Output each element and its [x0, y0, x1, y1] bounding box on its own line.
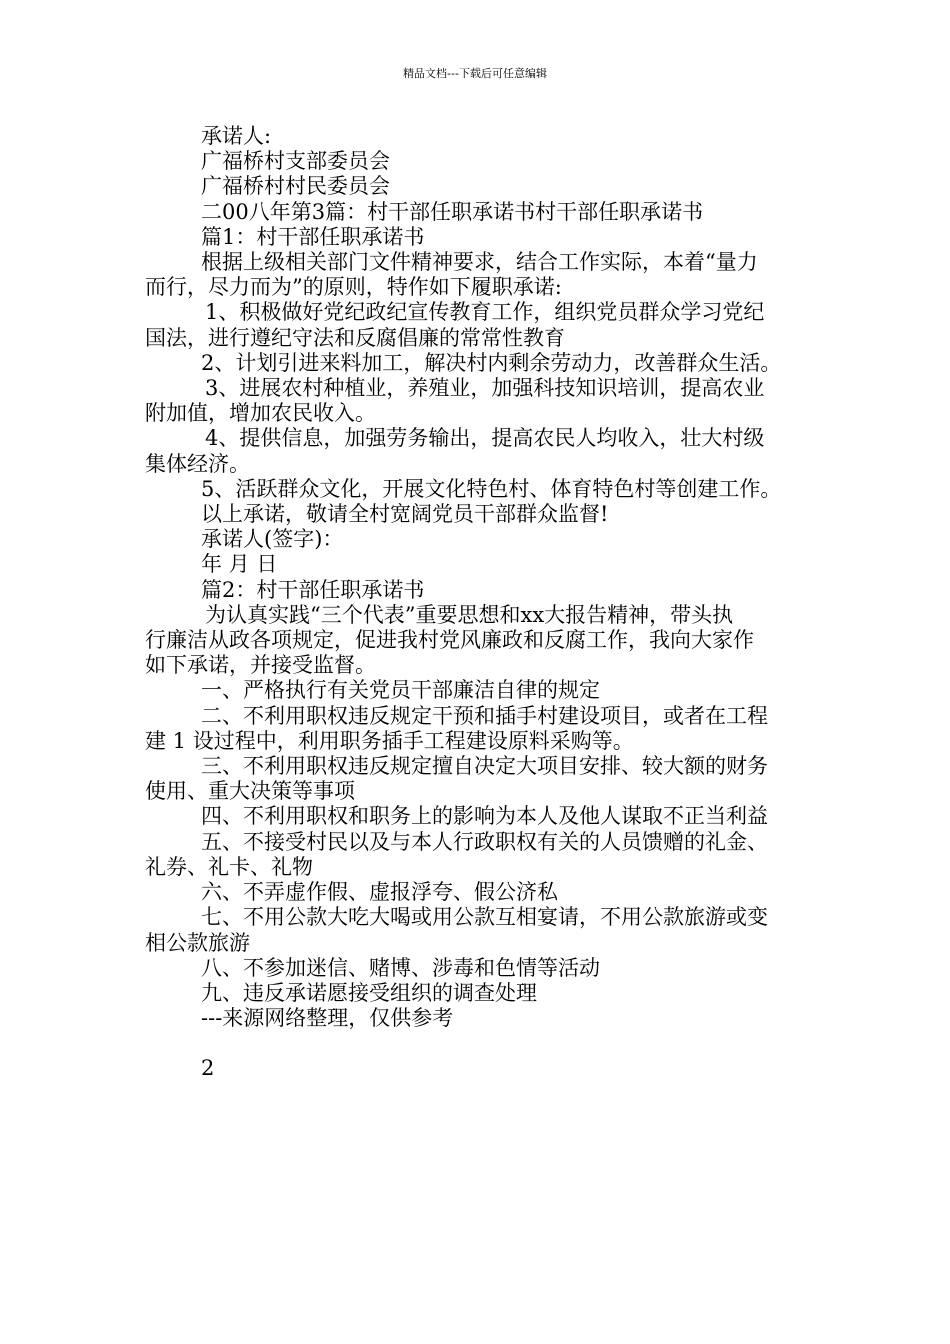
paragraph-line: 根据上级相关部门文件精神要求，结合工作实际，本着“量力	[201, 250, 758, 275]
list-item-line: 2、计划引进来料加工，解决村内剩余劳动力，改善群众生活。	[201, 350, 782, 375]
list-item-line: 礼券、礼卡、礼物	[145, 854, 313, 879]
source-note: ---来源网络整理，仅供参考	[201, 1006, 454, 1031]
list-item-line: 四、不利用职权和职务上的影响为本人及他人谋取不正当利益	[201, 804, 768, 829]
signatory-branch-committee: 广福桥村支部委员会	[201, 149, 390, 174]
signature-label: 承诺人(签字)：	[201, 527, 344, 552]
list-item-line: 5、活跃群众文化，开展文化特色村、体育特色村等创建工作。	[201, 476, 782, 501]
list-item-line: 1、积极做好党纪政纪宣传教育工作，组织党员群众学习党纪	[205, 300, 765, 325]
list-item-line: 建 1 设过程中，利用职务插手工程建设原料采购等。	[145, 728, 634, 753]
list-item-line: 使用、重大决策等事项	[145, 779, 355, 804]
list-item-line: 二、不利用职权违反规定干预和插手村建设项目，或者在工程	[201, 703, 768, 728]
list-item-line: 3、进展农村种植业，养殖业，加强科技知识培训，提高农业	[205, 376, 765, 401]
list-item-line: 三、不利用职权违反规定擅自决定大项目安排、较大额的财务	[201, 754, 768, 779]
spacer	[145, 1031, 815, 1056]
signatory-villager-committee: 广福桥村村民委员会	[201, 174, 390, 199]
article-2-title: 篇2：村干部任职承诺书	[201, 577, 425, 602]
page-number: 2	[201, 1056, 215, 1081]
list-item-line: 4、提供信息，加强劳务输出，提高农民人均收入，壮大村级	[205, 426, 765, 451]
paragraph-line: 为认真实践“三个代表”重要思想和xx大报告精神，带头执	[205, 602, 734, 627]
section-heading-3: 二00八年第3篇：村干部任职承诺书村干部任职承诺书	[201, 199, 704, 224]
paragraph-line: 如下承诺，并接受监督。	[145, 653, 376, 678]
document-body	[145, 124, 815, 1082]
paragraph-line: 行廉洁从政各项规定，促进我村党风廉政和反腐工作，我向大家作	[145, 628, 754, 653]
list-item-line: 八、不参加迷信、赌博、涉毒和色情等活动	[201, 955, 600, 980]
list-item-line: 国法，进行遵纪守法和反腐倡廉的常常性教育	[145, 325, 565, 350]
paragraph-line: 以上承诺，敬请全村宽阔党员干部群众监督!	[201, 502, 609, 527]
list-item-line: 附加值，增加农民收入。	[145, 401, 376, 426]
list-item-line: 七、不用公款大吃大喝或用公款互相宴请，不用公款旅游或变	[201, 905, 768, 930]
list-item-line: 九、违反承诺愿接受组织的调查处理	[201, 980, 537, 1005]
list-item-line: 相公款旅游	[145, 930, 250, 955]
list-item-line: 集体经济。	[145, 451, 250, 476]
signatory-label: 承诺人:	[201, 124, 272, 148]
paragraph-line: 而行，尽力而为”的原则，特作如下履职承诺:	[145, 275, 562, 300]
article-1-title: 篇1：村干部任职承诺书	[201, 224, 425, 249]
list-item-line: 五、不接受村民以及与本人行政职权有关的人员馈赠的礼金、	[201, 829, 768, 854]
list-item-line: 一、严格执行有关党员干部廉洁自律的规定	[201, 678, 600, 703]
list-item-line: 六、不弄虚作假、虚报浮夸、假公济私	[201, 880, 558, 905]
page-header: 精品文档---下载后可任意编辑	[403, 67, 547, 80]
date-line: 年 月 日	[201, 552, 278, 577]
